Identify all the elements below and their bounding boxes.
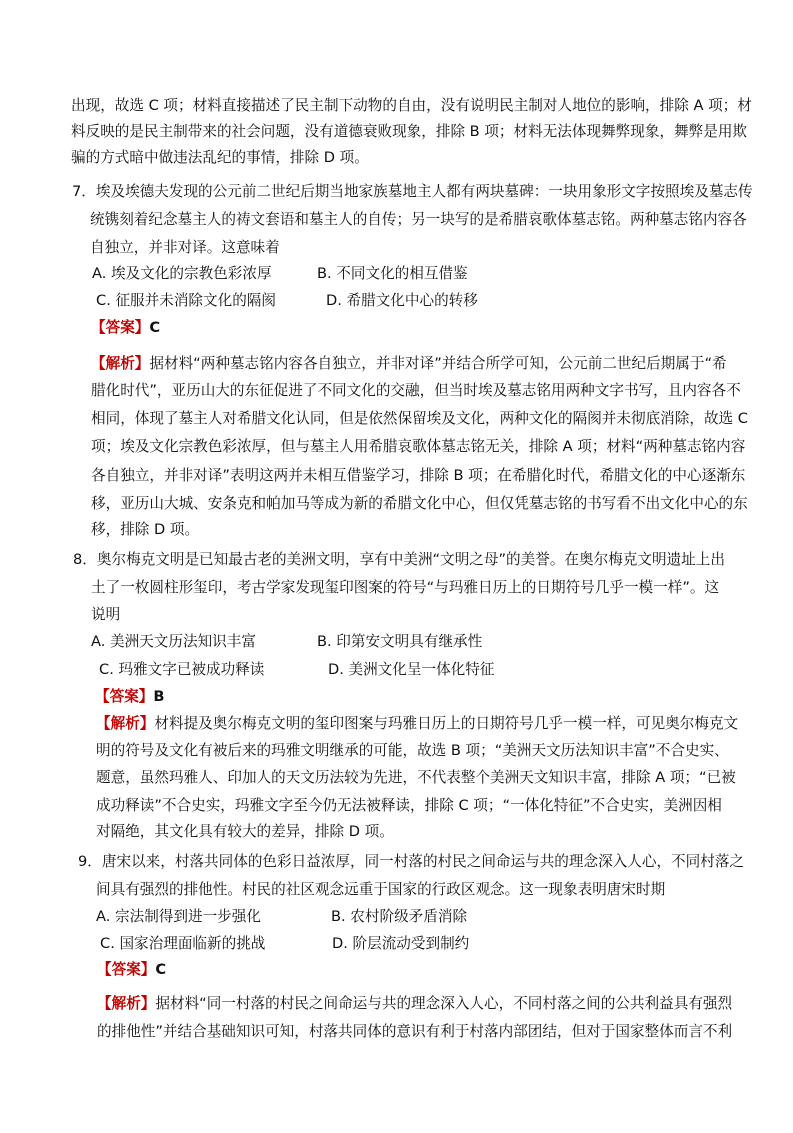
question-9-analysis-line: 的排他性”并结合基础知识可知，村落共同体的意识有利于村落内部团结，但对于国家整体而言不利 [97,1023,733,1040]
question-7-stem: 自独立，并非对译。这意味着 [90,239,280,256]
question-7-analysis-line: 项；埃及文化宗教色彩浓厚，但与墓主人用希腊哀歌体墓志铭无关，排除 A 项；材料“两种墓志铭内容 [91,438,746,455]
question-7-option-a: A. 埃及文化的宗教色彩浓厚 [92,265,272,282]
answer-value: B [153,688,165,705]
question-8-stem: 8．奥尔梅克文明是已知最古老的美洲文明，享有中美洲“文明之母”的美誉。在奥尔梅克文明遗址上出 [73,551,725,568]
analysis-label: 【解析】 [97,995,156,1012]
question-8-answer [95,687,165,707]
question-7-option-b: B. 不同文化的相互借鉴 [317,265,468,282]
question-7-answer [91,318,160,338]
question-8-option-a: A. 美洲天文历法知识丰富 [91,633,256,650]
question-9-option-c: C. 国家治理面临新的挑战 [100,935,266,952]
answer-label: 【答案】 [91,319,150,336]
question-9-option-b: B. 农村阶级矛盾消除 [331,908,468,925]
question-8-analysis-line: 明的符号及文化有被后来的玛雅文明继承的可能，故选 B 项；“美洲天文历法知识丰富”不合史实、 [96,742,729,759]
question-8-option-d: D. 美洲文化呈一体化特征 [328,661,495,678]
analysis-text: 据材料“同一村落的村民之间命运与共的理念深入人心，不同村落之间的公共利益具有强烈 [155,995,733,1012]
question-7-stem: 7．埃及埃德夫发现的公元前二世纪后期当地家族墓地主人都有两块墓碑：一块用象形文字按照埃及墓志传 [72,183,753,200]
question-9-answer [97,960,166,980]
answer-label: 【答案】 [97,961,156,978]
question-7-analysis-line: 移，亚历山大城、安条克和帕加马等成为新的希腊文化中心，但仅凭墓志铭的书写看不出文化中心的东 [91,495,748,512]
question-7-analysis-line: 移，排除 D 项。 [91,521,200,538]
answer-label: 【答案】 [95,688,154,705]
question-7-analysis-line: 腊化时代”，亚历山大的东征促进了不同文化的交融，但当时埃及墓志铭用两种文字书写，且内容各不 [91,382,741,399]
question-9-analysis [97,994,732,1014]
question-7-analysis-line: 相同，体现了墓主人对希腊文化认同，但是依然保留埃及文化，两种文化的隔阂并未彻底消除，故选 C [91,410,748,427]
question-8-analysis [96,714,738,734]
question-8-stem: 土了一枚圆柱形玺印，考古学家发现玺印图案的符号“与玛雅日历上的日期符号几乎一模一样”。这 [91,579,720,596]
question-9-stem: 9．唐宋以来，村落共同体的色彩日益浓厚，同一村落的村民之间命运与共的理念深入人心，不同村落之 [78,853,745,870]
answer-value: C [155,961,167,978]
question-7-analysis-line: 各自独立，并非对译”表明这两并未相互借鉴学习，排除 B 项；在希腊化时代，希腊文化的中心逐渐东 [91,467,746,484]
question-9-stem: 间具有强烈的排他性。村民的社区观念远重于国家的行政区观念。这一现象表明唐宋时期 [96,881,666,898]
intro-explanation-line: 出现，故选 C 项；材料直接描述了民主制下动物的自由，没有说明民主制对人地位的影响，排除 A 项；材 [71,97,752,114]
question-9-option-d: D. 阶层流动受到制约 [332,935,470,952]
question-7-option-c: C. 征服并未消除文化的隔阂 [96,292,277,309]
intro-explanation-line: 骗的方式暗中做违法乱纪的事情，排除 D 项。 [71,149,369,166]
question-8-option-c: C. 玛雅文字已被成功释读 [99,661,265,678]
analysis-label: 【解析】 [96,715,155,732]
analysis-text: 据材料“两种墓志铭内容各自独立，并非对译”并结合所学可知，公元前二世纪后期属于“希 [149,355,727,372]
analysis-text: 材料提及奥尔梅克文明的玺印图案与玛雅日历上的日期符号几乎一模一样，可见奥尔梅克文 [154,715,739,732]
question-8-analysis-line: 对隔绝，其文化具有较大的差异，排除 D 项。 [96,823,394,840]
question-8-analysis-line: 成功释读”不合史实，玛雅文字至今仍无法被释读，排除 C 项；“一体化特征”不合史实，美洲因相 [96,797,722,814]
intro-explanation-line: 料反映的是民主制带来的社会问题，没有道德衰败现象，排除 B 项；材料无法体现舞弊现象，舞弊是用欺 [71,123,748,140]
question-7-analysis [91,354,727,374]
question-7-option-d: D. 希腊文化中心的转移 [326,292,478,309]
question-8-analysis-line: 题意，虽然玛雅人、印加人的天文历法较为先进，不代表整个美洲天文知识丰富，排除 A 项；“已被 [96,769,736,786]
answer-value: C [149,319,161,336]
analysis-label: 【解析】 [91,355,150,372]
question-8-stem: 说明 [91,606,121,623]
question-9-option-a: A. 宗法制得到进一步强化 [96,908,261,925]
question-8-option-b: B. 印第安文明具有继承性 [317,633,483,650]
question-7-stem: 统镌刻着纪念墓主人的祷文套语和墓主人的自传；另一块写的是希腊哀歌体墓志铭。两种墓志铭内容各 [90,211,747,228]
